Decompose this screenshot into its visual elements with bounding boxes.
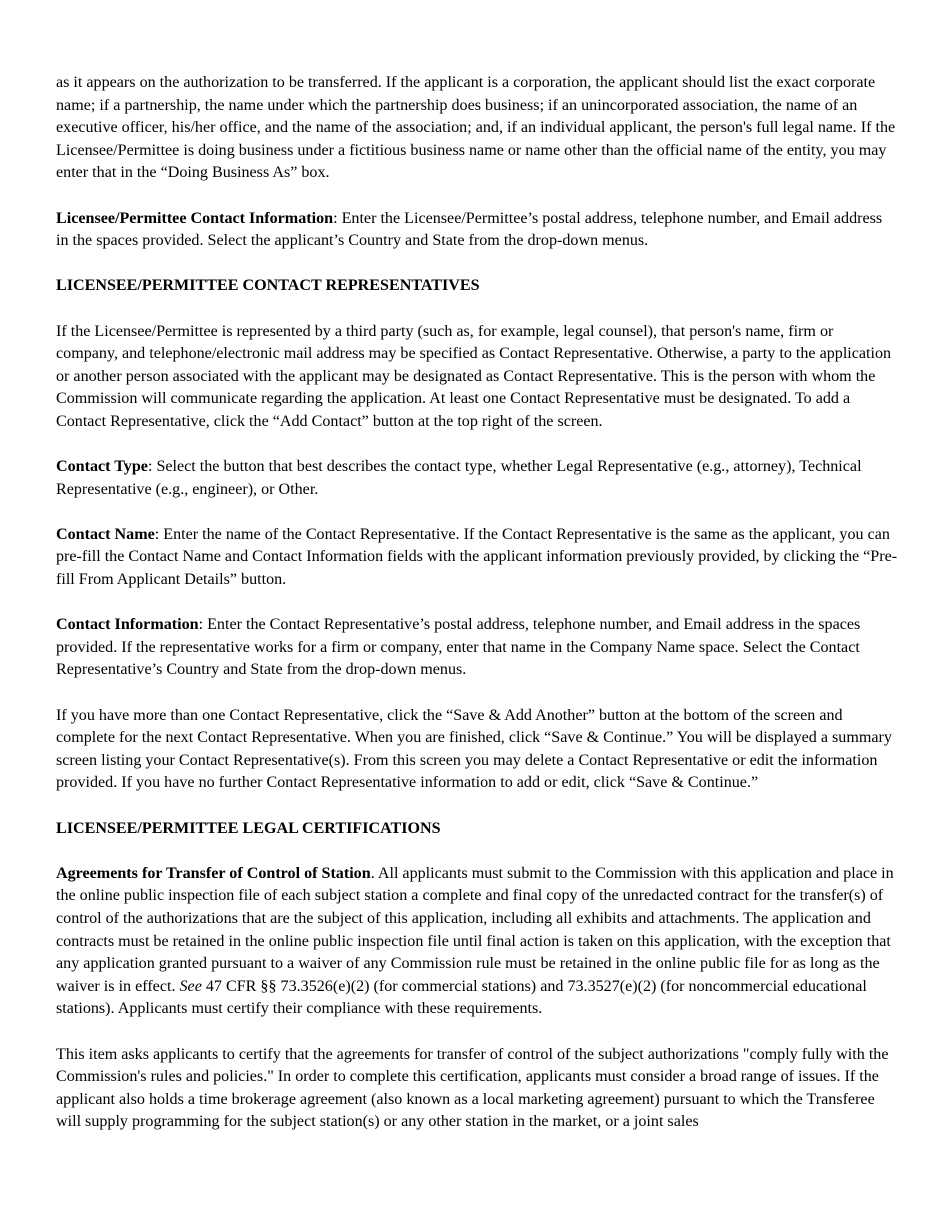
paragraph-legal-name: as it appears on the authorization to be transferred. If the applicant is a corporation, the applicant should list the exact corporate name; if a partnership, the name under which the partnership does business; if an unincorporated association, the name of an executive officer, his/her office, and the name of the association; and, if an individual applicant, the person's full legal name. If the Licensee/Permittee is doing business under a fictitious business name or name other than the official name of the entity, you may enter that in the “Doing Business As” box. — [56, 74, 896, 182]
term-contact-type: Contact Type — [56, 458, 148, 476]
paragraph-contact-name — [56, 524, 898, 592]
paragraph-transfer-agreements — [56, 863, 898, 1021]
text-transfer-agreements-b: 47 CFR §§ 73.3526(e)(2) (for commercial stations) and 73.3527(e)(2) (for noncommercial educational stations). Applicants must certify their compliance with these requirements. — [56, 977, 867, 1018]
paragraph-licensee-contact-information — [56, 208, 898, 253]
text-contact-type: : Select the button that best describes the contact type, whether Legal Representative (e.g., attorney), Technical Representative (e.g., engineer), or Other. — [56, 458, 862, 498]
heading-legal-certifications: LICENSEE/PERMITTEE LEGAL CERTIFICATIONS — [56, 819, 441, 837]
paragraph-contact-type — [56, 456, 898, 501]
text-transfer-agreements-a: . All applicants must submit to the Commission with this application and place in the online public inspection file of each subject station a complete and final copy of the unredacted contract for the transfer(s) of control of the authorizations that are the subject of this application, including all exhibits and attachments. The application and contracts must be retained in the online public inspection file until final action is taken on this application, with the exception that any application granted pursuant to a waiver of any Commission rule must be retained in the online public file for as long as the waiver is in effect. — [56, 864, 894, 995]
term-contact-name: Contact Name — [56, 525, 155, 543]
paragraph-certification-compliance: This item asks applicants to certify that the agreements for transfer of control of the subject authorizations "comply fully with the Commission's rules and policies." In order to complete this certification, applicants must consider a broad range of issues. If the applicant also holds a time brokerage agreement (also known as a local marketing agreement) pursuant to which the Transferee will supply programming for the subject station(s) or any other station in the market, or a joint sales — [56, 1045, 889, 1131]
term-transfer-agreements: Agreements for Transfer of Control of Station — [56, 864, 371, 882]
paragraph-contact-representatives-intro: If the Licensee/Permittee is represented by a third party (such as, for example, legal counsel), that person's name, firm or company, and telephone/electronic mail address may be specified as Contact Representative. Otherwise, a party to the application or another person associated with the applicant may be designated as Contact Representative. This is the person with whom the Commission will communicate regarding the application. At least one Contact Representative must be designated. To add a Contact Representative, click the “Add Contact” button at the top right of the screen. — [56, 322, 892, 430]
paragraph-multiple-representatives: If you have more than one Contact Representative, click the “Save & Add Another” button at the bottom of the screen and complete for the next Contact Representative. When you are finished, click “Save & Continue.” You will be displayed a summary screen listing your Contact Representative(s). From this screen you may delete a Contact Representative or edit the information provided. If you have no further Contact Representative information to add or edit, click “Save & Continue.” — [56, 706, 892, 792]
text-contact-information: : Enter the Contact Representative’s postal address, telephone number, and Email address in the spaces provided. If the representative works for a firm or company, enter that name in the Company Name space. Select the Contact Representative’s Country and State from the drop-down menus. — [56, 616, 861, 679]
see-citation-signal: See — [179, 977, 202, 995]
paragraph-contact-information — [56, 614, 898, 682]
document-page — [56, 72, 898, 1157]
heading-contact-representatives: LICENSEE/PERMITTEE CONTACT REPRESENTATIVES — [56, 277, 480, 295]
term-licensee-contact-information: Licensee/Permittee Contact Information — [56, 209, 334, 227]
text-licensee-contact-information: : Enter the Licensee/Permittee’s postal address, telephone number, and Email address in the spaces provided. Select the applicant’s Country and State from the drop-down menus. — [56, 209, 883, 250]
term-contact-information: Contact Information — [56, 616, 199, 634]
text-contact-name: : Enter the name of the Contact Representative. If the Contact Representative is the same as the applicant, you can pre-fill the Contact Name and Contact Information fields with the applicant information previously provided, by clicking the “Pre-fill From Applicant Details” button. — [56, 525, 898, 589]
